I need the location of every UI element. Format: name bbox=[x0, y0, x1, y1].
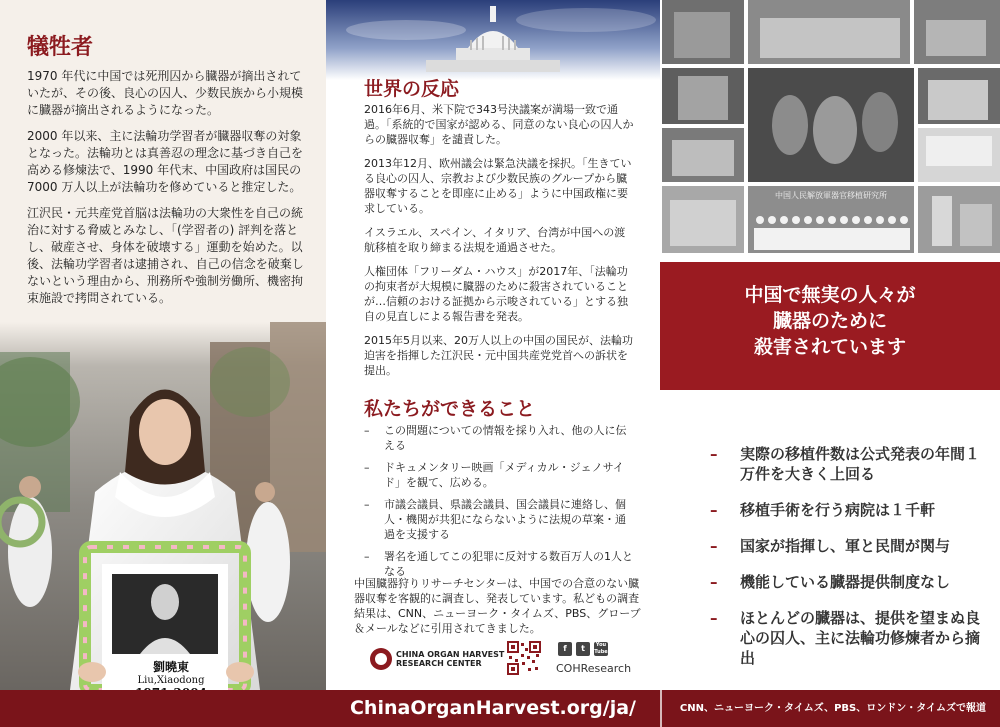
action-list bbox=[364, 423, 634, 586]
victims-panel bbox=[0, 0, 326, 690]
research-center-description: 中国臓器狩りリサーチセンターは、中国での合意のない臓器収奪を客観的に調査し、発表しています。私どもの調査結果は、CNN、ニューヨーク・タイムズ、PBS、グローブ＆メールなどに引用されてきました。 bbox=[354, 577, 641, 635]
list-item: – 機能している臓器提供制度なし bbox=[710, 572, 990, 592]
headline-line: 中国で無実の人々が bbox=[744, 284, 916, 306]
list-item: – 署名を通してこの犯罪に反対する数百万人の1人となる bbox=[364, 549, 634, 579]
social-icons bbox=[558, 642, 608, 656]
media-coverage-text: CNN、ニューヨーク・タイムズ、PBS、ロンドン・タイムズで報道 bbox=[679, 703, 987, 714]
victims-text bbox=[27, 68, 311, 316]
world-response-text bbox=[364, 102, 634, 387]
headline-line: 臓器のために bbox=[772, 310, 887, 332]
world-response-panel bbox=[326, 0, 660, 690]
photo-caption: 中国人民解放軍器官移植研究所 bbox=[775, 191, 887, 200]
list-item: – 市議会議員、県議会議員、国会議員に連絡し、個人・機関が共犯にならないように法規の草案・通過を支援する bbox=[364, 497, 634, 542]
list-item: – 実際の移植件数は公式発表の年間１万件を大きく上回る bbox=[710, 444, 990, 484]
what-we-can-do-heading: 私たちができること bbox=[364, 398, 536, 420]
coh-logo-text bbox=[396, 650, 504, 668]
list-item: – この問題についての情報を採り入れ、他の人に伝える bbox=[364, 423, 634, 453]
footer-bar bbox=[0, 690, 1000, 727]
social-handle: COHResearch bbox=[556, 662, 632, 675]
world-response-paragraph: 人権団体「フリーダム・ハウス」が2017年、「法輪功の拘束者が大規模に臓器のために殺害されていることが…信頼のおける証拠から示唆されている」とする独自の見直しによる報告書を発表。 bbox=[364, 265, 628, 323]
portrait-name-cn: 劉曉東 bbox=[152, 660, 189, 674]
list-item: – 国家が指揮し、軍と民間が関与 bbox=[710, 536, 990, 556]
victims-paragraph: 江沢民・元共産党首脳は法輪功の大衆性を自己の統治に対する脅威とみなし、「(学習者の) 評判を落とし、破産させ、身体を破壊する」運動を始めた。以後、法輪功学習者は逮捕され、自己の信念を破棄しないという理由から、刑務所や強制労働所、機密拘束施設で拷問されている。 bbox=[27, 206, 304, 305]
cover-panel bbox=[660, 0, 1000, 690]
memorial-march-photo bbox=[0, 322, 326, 690]
coh-logo-line2: RESEARCH CENTER bbox=[396, 659, 482, 668]
twitter-icon[interactable]: t bbox=[576, 642, 590, 656]
list-item: – ドキュメンタリー映画「メディカル・ジェノサイド」を観て、広める。 bbox=[364, 460, 634, 490]
coh-logo-line1: CHINA ORGAN HARVEST bbox=[396, 650, 505, 659]
footer-divider bbox=[660, 690, 662, 727]
key-facts-list bbox=[710, 444, 990, 684]
world-response-heading: 世界の反応 bbox=[364, 78, 460, 100]
headline-line: 殺害されています bbox=[753, 336, 906, 358]
coh-logo-icon bbox=[370, 648, 392, 670]
world-response-paragraph: 2015年5月以来、20万人以上の中国の国民が、法輪功迫害を指揮した江沢民・元中国共産党党首への訴状を提出。 bbox=[364, 334, 633, 377]
list-item: – 移植手術を行う病院は１千軒 bbox=[710, 500, 990, 520]
hospital-photo-collage bbox=[660, 0, 1000, 255]
headline-banner bbox=[660, 262, 1000, 390]
portrait-name-en: Liu,Xiaodong bbox=[137, 675, 205, 686]
victims-paragraph: 1970 年代に中国では死刑囚から臓器が摘出されていたが、その後、良心の囚人、少数民族から小規模に臓器が摘出されるようになった。 bbox=[27, 69, 304, 117]
list-item: – ほとんどの臓器は、提供を望まぬ良心の囚人、主に法輪功修煉者から摘出 bbox=[710, 608, 990, 668]
victims-paragraph: 2000 年以来、主に法輪功学習者が臓器収奪の対象となった。法輪功とは真善忍の理念に基づき自己を高める修煉法で、1990 年代末、中国政府は国民の 7000 万人以上が法輪功を修めていると推定した。 bbox=[27, 129, 304, 194]
facebook-icon[interactable]: f bbox=[558, 642, 572, 656]
website-link[interactable]: ChinaOrganHarvest.org/ja/ bbox=[349, 697, 636, 719]
contact-logos bbox=[366, 640, 636, 680]
capitol-photo bbox=[326, 0, 660, 80]
world-response-paragraph: 2016年6月、米下院で343号決議案が満場一致で通過。「系統的で国家が認める、同意のない良心の囚人からの臓器収奪」を譴責した。 bbox=[364, 103, 634, 146]
qr-code-icon[interactable] bbox=[506, 640, 542, 676]
youtube-icon[interactable]: You Tube bbox=[594, 642, 608, 655]
victims-heading: 犠牲者 bbox=[27, 35, 94, 60]
coh-logo[interactable] bbox=[370, 648, 504, 670]
world-response-paragraph: イスラエル、スペイン、イタリア、台湾が中国への渡航移植を取り締まる法規を通過させた。 bbox=[364, 226, 626, 254]
world-response-paragraph: 2013年12月、欧州議会は緊急決議を採択。「生きている良心の囚人、宗教および少数民族のグループから臓器収奪することを即座に止める」ように中国政権に要求している。 bbox=[364, 157, 632, 215]
